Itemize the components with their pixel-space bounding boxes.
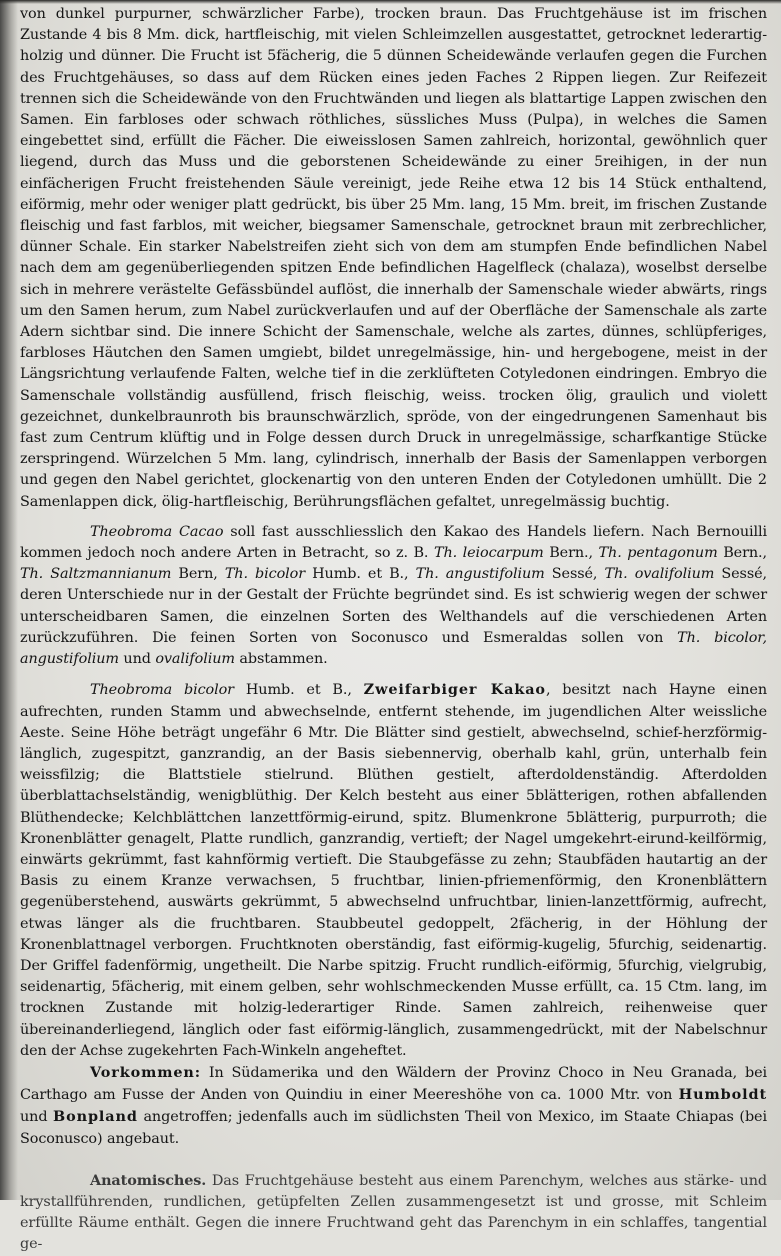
species-name: Th. pentagonum <box>598 545 718 562</box>
text-run: Bern, <box>171 566 225 583</box>
person-name: Bonpland <box>53 1108 138 1126</box>
text-run: Sessé, deren Unterschiede nur in der Gestalt der Früchte begründet sind. Es ist schwierig wegen der schwer unterscheidbaren Samen, die einzelnen Sorten des Welthandels auf die verschiedenen Arten zurückzuführen. Die feinen Sorten von Soconusco und Esmeraldas sollen von <box>20 566 768 646</box>
text-run: und <box>118 651 156 668</box>
text-run: Bern., <box>543 545 599 562</box>
text-run: und <box>20 1109 54 1126</box>
text-run: , besitzt nach Hayne einen aufrechten, runden Stamm und abwechselnde, entfernt stehende, im jugendlichen Alter weissliche Aeste. Seine Höhe beträgt ungefähr 6 Mtr. Die Blätter sind gestielt, abwechselnd, schief-herzförmig-länglich, zugespitzt, ganzrandig, an der Basis siebennervig, oberhalb kahl, grün, unterhalb fein weissfilzig; die Blattstiele stielrund. Blüthen gestielt, afterdoldenständig. Afterdolden überblattachselständig, wenigblüthig. Der Kelch besteht aus einer 5blätterigen, rothen abfallenden Blüthendecke; Kelchblättchen lanzettförmig-eirund, spitz. Blumenkrone 5blätterig, purpurroth; die Kronenblätter genagelt, Platte rundlich, ganzrandig, vertieft; der Nagel umgekehrt-eirund-keilförmig, einwärts gekrümmt, fast kahnförmig vertieft. Die Staubgefässe zu zehn; Staubfäden hautartig an der Basis zu einem Kranze verwachsen, 5 fruchtbar, linien-pfriemenförmig, den Kronenblättern gegenüberstehend, auswärts gekrümmt, 5 abwechselnd unfruchtbar, linien-lanzettförmig, aufrecht, etwas länger als die fruchtbaren. Staubbeutel gedoppelt, 2fächerig, in der Höhlung der Kronenblattnagel verborgen. Fruchtknoten oberständig, fast eiförmig-kugelig, 5furchig, seidenartig. Der Griffel fadenförmig, ungetheilt. Die Narbe spitzig. Frucht rundlich-eiförmig, 5furchig, vielgrubig, seidenartig, 5fächerig, mit einem gelben, sehr wohlschmeckenden Musse erfüllt, ca. 15 Ctm. lang, im trocknen Zustande mit holzig-lederartiger Rinde. Samen zahlreich, reihenweise quer übereinanderliegend, länglich oder fast eiförmig-länglich, zusammengedrückt, mit der Nabelschnur den der Achse zugekehrten Fach-Winkeln angeheftet. <box>20 682 767 1059</box>
species-name: Th. Saltzmannianum <box>20 566 172 583</box>
species-name: Th. leiocarpum <box>433 545 544 562</box>
species-name: Th. bicolor, angustifolium <box>20 629 767 668</box>
text-run: angetroffen; jedenfalls auch im südlichsten Theil von Mexico, im Staate Chiapas (bei Soconusco) angebaut. <box>20 1109 767 1147</box>
paragraph-anatomy <box>20 1170 767 1256</box>
species-name: Th. bicolor <box>224 566 306 583</box>
person-name: Humboldt <box>678 1086 767 1104</box>
species-name: Theobroma Cacao <box>90 523 224 540</box>
text-run: Sessé, <box>544 566 605 583</box>
text-run: Humb. et B., <box>233 682 364 699</box>
occurrence-label: Vorkommen: <box>90 1063 201 1081</box>
paragraph-cacao-species <box>20 522 767 670</box>
species-name: Th. ovalifolium <box>604 566 715 583</box>
species-name: Th. angustifolium <box>415 566 545 583</box>
text-run: abstammen. <box>234 651 328 668</box>
common-name: Zweifarbiger Kakao <box>363 681 546 699</box>
section-heading: Anatomisches. <box>90 1171 207 1189</box>
paragraph-theobroma-bicolor <box>20 679 767 1062</box>
paragraph-occurrence <box>20 1062 767 1150</box>
paragraph-fruit-seed-description: von dunkel purpurner, schwärzlicher Farbe), trocken braun. Das Fruchtgehäuse ist im frischen Zustande 4 bis 8 Mm. dick, hartfleischig, mit vielen Schleimzellen ausgestattet, getrocknet lederartig-holzig und dünner. Die Frucht ist 5fächerig, die 5 dünnen Scheidewände verlaufen gegen die Furchen des Fruchtgehäuses, so dass auf dem Rücken eines jeden Faches 2 Rippen liegen. Zur Reifezeit trennen sich die Scheidewände von den Fruchtwänden und liegen als blattartige Lappen zwischen den Samen. Ein farbloses oder schwach röthliches, süssliches Muss (Pulpa), in welches die Samen eingebettet sind, erfüllt die Fächer. Die eiweisslosen Samen zahlreich, horizontal, gewöhnlich quer liegend, durch das Muss und die geborstenen Scheidewände zu einer 5reihigen, in der nun einfächerigen Frucht freistehenden Säule vereinigt, jede Reihe etwa 12 bis 14 Stück enthaltend, eiförmig, mehr oder weniger platt gedrückt, bis über 25 Mm. lang, 15 Mm. breit, im frischen Zustande fleischig und fast farblos, mit weicher, biegsamer Samenschale, getrocknet braun mit zerbrechlicher, dünner Schale. Ein starker Nabelstreifen zieht sich von dem am stumpfen Ende befindlichen Nabel nach dem am gegenüberliegenden spitzen Ende befindlichen Hagelfleck (chalaza), woselbst derselbe sich in mehrere verästelte Gefässbündel auflöst, die innerhalb der Samenschale wieder abwärts, rings um den Samen herum, zum Nabel zurückverlaufen und auf der Oberfläche der Samenschale als zarte Adern sichtbar sind. Die innere Schicht der Samenschale, welche als zartes, dünnes, schlüpferiges, farbloses Häutchen den Samen umgiebt, bildet unregelmässige, hin- und hergebogene, meist in der Längsrichtung verlaufende Falten, welche tief in die zerklüfteten Cotyledonen eindringen. Embryo die Samenschale vollständig ausfüllend, frisch fleischig, weiss. trocken ölig, graulich und violett gezeichnet, dunkelbraunroth bis braunschwärzlich, spröde, von der eingedrungenen Samenhaut bis fast zum Centrum klüftig und in Folge dessen durch Druck in unregelmässige, scharfkantige Stücke zerspringend. Würzelchen 5 Mm. lang, cylindrisch, innerhalb der Basis der Samenlappen verborgen und gegen den Nabel gerichtet, glockenartig von den unteren Enden der Cotyledonen umhüllt. Die 2 Samenlappen dick, ölig-hartfleischig, Berührungsflächen gefaltet, unregelmässig buchtig. <box>20 6 767 510</box>
text-run: soll fast ausschliesslich den Kakao des Handels liefern. Nach Bernouilli kommen jedoch noch andere Arten in Betracht, so z. B. <box>20 523 768 562</box>
text-run: Das Fruchtgehäuse besteht aus einem Parenchym, welches aus stärke- und krystallführenden, rundlichen, getüpfelten Zellen zusammengesetzt ist und grosse, mit Schleim erfüllte Räume enthält. Gegen die innere Fruchtwand geht das Parenchym in ein schlaffes, tangential ge- <box>20 1172 767 1253</box>
species-name: ovalifolium <box>155 651 235 668</box>
text-run: Humb. et B., <box>305 566 416 583</box>
species-name: Theobroma bicolor <box>90 682 234 699</box>
text-run: In Südamerika und den Wäldern der Provinz Choco in Neu Granada, bei Carthago am Fusse der Anden von Quindiu in einer Meereshöhe von ca. 1000 Mtr. von <box>20 1064 767 1104</box>
text-run: Bern., <box>717 545 767 562</box>
